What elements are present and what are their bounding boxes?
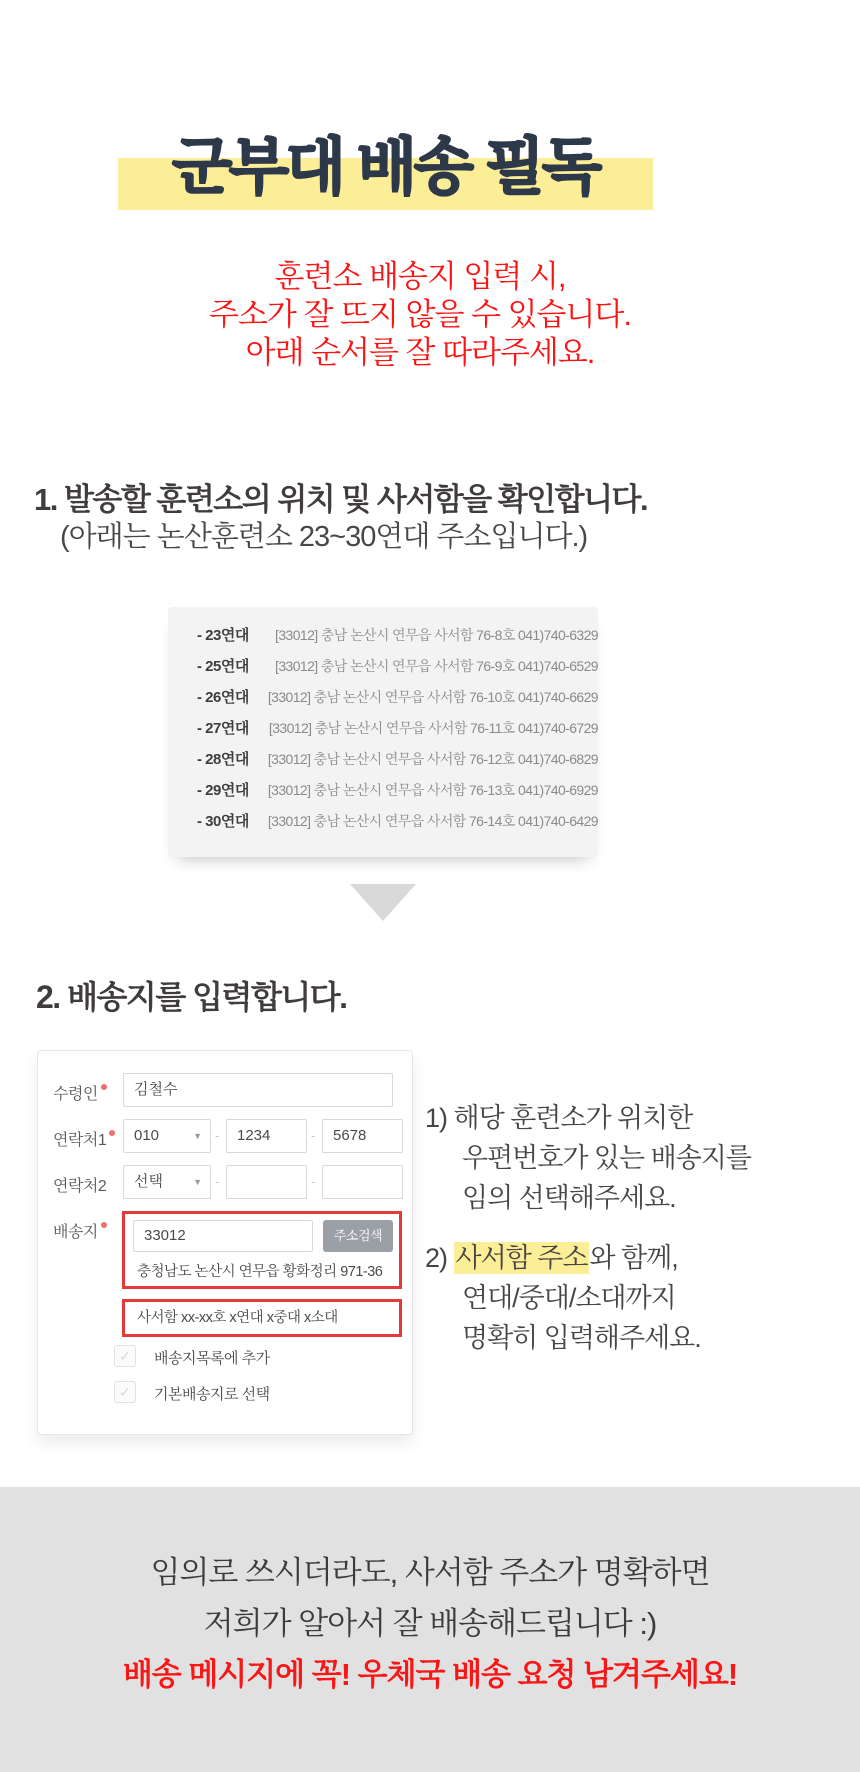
table-row (168, 775, 598, 806)
note1-line (425, 1098, 845, 1138)
down-arrow-icon (350, 884, 416, 921)
phone-dash: - (215, 1174, 220, 1189)
contact1-label (53, 1127, 115, 1150)
page-title: 군부대 배송 필독 (172, 133, 599, 202)
recipient-label-text: 수령인 (53, 1086, 98, 1103)
regiment-label: - 25연대 (197, 658, 249, 675)
intro-line: 아래 순서를 잘 따라주세요. (245, 335, 595, 370)
road-address-text: 충청남도 논산시 연무읍 황화정리 971-36 (137, 1264, 383, 1280)
detail-address-highlight-box (122, 1299, 402, 1337)
add-to-address-list-label: 배송지목록에 추가 (154, 1350, 270, 1367)
shipping-address-label (53, 1219, 107, 1242)
footer-alert-line: 배송 메시지에 꼭! 우체국 배송 요청 남겨주세요! (122, 1657, 738, 1692)
intro-warning (0, 258, 840, 372)
regiment-address: [33012] 충남 논산시 연무읍 사서함 76-12호 041)740-6829 (267, 751, 598, 767)
note2-line: 명확히 입력해주세요. (462, 1323, 701, 1353)
check-icon: ✓ (119, 1348, 131, 1364)
default-address-label: 기본배송지로 선택 (154, 1386, 270, 1403)
note1-line: 우편번호가 있는 배송지를 (462, 1143, 751, 1173)
shipping-address-label-text: 배송지 (53, 1224, 98, 1241)
step2-heading: 2. 배송지를 입력합니다. (36, 979, 347, 1015)
phone-dash: - (215, 1128, 220, 1143)
step2-notes (425, 1098, 845, 1358)
intro-line: 주소가 잘 뜨지 않을 수 있습니다. (209, 297, 631, 332)
regiment-address: [33012] 충남 논산시 연무읍 사서함 76-10호 041)740-6629 (267, 689, 598, 705)
regiment-address: [33012] 충남 논산시 연무읍 사서함 76-14호 041)740-6429 (267, 813, 598, 829)
table-row (168, 651, 598, 682)
contact1-prefix-value: 010 (134, 1127, 160, 1144)
regiment-label: - 27연대 (197, 720, 249, 737)
regiment-label: - 29연대 (197, 782, 249, 799)
table-row (168, 806, 598, 837)
add-to-address-list-checkbox[interactable] (114, 1345, 136, 1367)
required-marker (101, 1222, 107, 1228)
address-highlight-box (122, 1211, 402, 1289)
chevron-down-icon: ▼ (193, 1177, 202, 1187)
contact1-prefix-select[interactable] (123, 1119, 211, 1153)
detail-address-input[interactable]: 사서함 xx-xx호 x연대 x중대 x소대 (137, 1310, 338, 1326)
table-row (168, 713, 598, 744)
shipping-form-card (37, 1050, 413, 1435)
check-icon: ✓ (119, 1384, 131, 1400)
note2-text: 와 함께, (589, 1243, 678, 1273)
contact2-last-input[interactable] (322, 1165, 403, 1199)
note1-text: 해당 훈련소가 위치한 (453, 1103, 693, 1133)
table-row (168, 620, 598, 651)
default-address-checkbox[interactable] (114, 1381, 136, 1403)
regiment-label: - 30연대 (197, 813, 249, 830)
note2 (425, 1238, 845, 1358)
contact1-last-input[interactable]: 5678 (322, 1119, 403, 1153)
required-marker (101, 1084, 107, 1090)
step1-heading: 1. 발송할 훈련소의 위치 및 사서함을 확인합니다. (34, 482, 648, 517)
note1-number: 1) (425, 1103, 448, 1133)
regiment-address: [33012] 충남 논산시 연무읍 사서함 76-9호 041)740-6529 (275, 658, 598, 674)
phone-dash: - (311, 1128, 316, 1143)
footer-line: 저희가 알아서 잘 배송해드립니다 :) (203, 1606, 657, 1641)
note1-line: 임의 선택해주세요. (462, 1183, 676, 1213)
highlighted-text: 사서함 주소 (455, 1243, 588, 1273)
chevron-down-icon: ▼ (193, 1131, 202, 1141)
note2-line: 연대/중대/소대까지 (462, 1283, 676, 1313)
contact1-label-text: 연락처1 (53, 1132, 107, 1149)
contact2-label: 연락처2 (53, 1178, 107, 1195)
contact2-mid-input[interactable] (226, 1165, 307, 1199)
recipient-input[interactable]: 김철수 (123, 1073, 393, 1107)
address-search-button[interactable]: 주소검색 (323, 1220, 393, 1252)
footer-notice (0, 1487, 860, 1772)
note2-number: 2) (425, 1243, 448, 1273)
note1 (425, 1098, 845, 1218)
zipcode-input[interactable]: 33012 (133, 1220, 313, 1252)
table-row (168, 682, 598, 713)
table-row (168, 744, 598, 775)
required-marker (109, 1130, 115, 1136)
regiment-label: - 26연대 (197, 689, 249, 706)
regiment-address: [33012] 충남 논산시 연무읍 사서함 76-13호 041)740-6929 (267, 782, 598, 798)
regiment-label: - 28연대 (197, 751, 249, 768)
contact2-prefix-select[interactable] (123, 1165, 211, 1199)
step1-subheading: (아래는 논산훈련소 23~30연대 주소입니다.) (60, 521, 588, 553)
footer-line: 임의로 쓰시더라도, 사서함 주소가 명확하면 (150, 1555, 710, 1590)
phone-dash: - (311, 1174, 316, 1189)
regiment-address: [33012] 충남 논산시 연무읍 사서함 76-8호 041)740-6329 (275, 627, 598, 643)
contact2-prefix-value: 선택 (134, 1173, 163, 1190)
regiment-label: - 23연대 (197, 627, 249, 644)
contact1-mid-input[interactable]: 1234 (226, 1119, 307, 1153)
regiment-address: [33012] 충남 논산시 연무읍 사서함 76-11호 041)740-6729 (268, 720, 598, 736)
note2-line (425, 1238, 845, 1278)
intro-line: 훈련소 배송지 입력 시, (274, 259, 566, 294)
regiment-address-rows (168, 607, 598, 837)
recipient-label (53, 1081, 107, 1104)
regiment-address-table (168, 607, 598, 857)
